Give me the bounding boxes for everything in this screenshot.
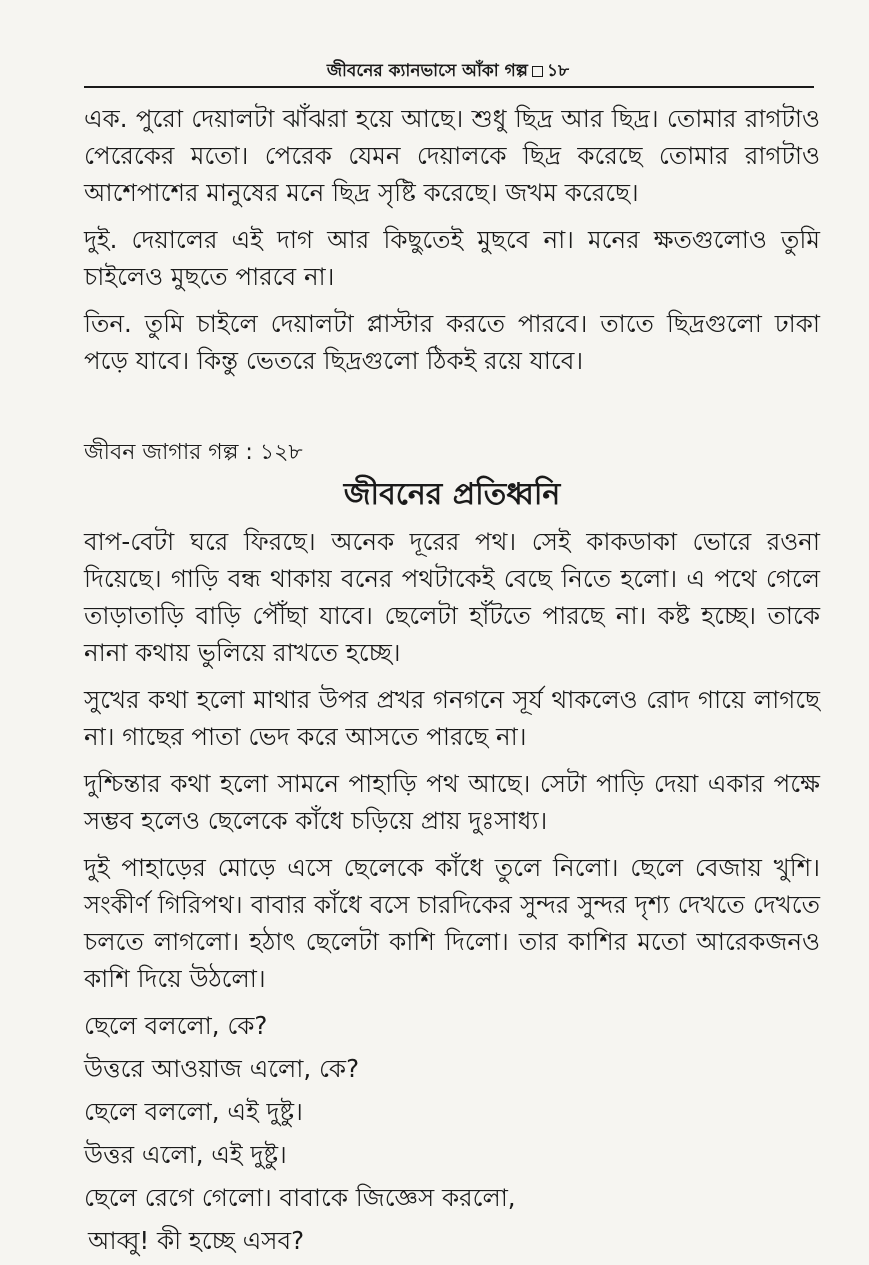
paragraph: এক. পুরো দেয়ালটা ঝাঁঝরা হয়ে আছে। শুধু ছিদ্র আর ছিদ্র। তোমার রাগটাও পেরেকের মতো। পেরেক যেমন দেয়ালকে ছিদ্র করেছে তোমার রাগটাও আশেপাশের মানুষের মনে ছিদ্র সৃষ্টি করেছে। জখম করেছে।: [84, 104, 820, 207]
paragraph: বাপ-বেটা ঘরে ফিরছে। অনেক দূরের পথ। সেই কাকডাকা ভোরে রওনা দিয়েছে। গাড়ি বন্ধ থাকায় বনের পথটাকেই বেছে নিতে হলো। এ পথে গেলে তাড়াতাড়ি বাড়ি পৌঁছা যাবে। ছেলেটা হাঁটতে পারছে না। কষ্ট হচ্ছে। তাকে নানা কথায় ভুলিয়ে রাখতে হচ্ছে।: [84, 527, 820, 667]
header-title: জীবনের ক্যানভাসে আঁকা গল্প: [326, 61, 528, 81]
dialogue-line: উত্তরে আওয়াজ এলো, কে?: [84, 1054, 360, 1083]
header-rule: [84, 86, 814, 88]
paragraph: দুই পাহাড়ের মোড়ে এসে ছেলেকে কাঁধে তুলে নিলো। ছেলে বেজায় খুশি। সংকীর্ণ গিরিপথ। বাবার কাঁধে বসে চারদিকের সুন্দর সুন্দর দৃশ্য দেখতে দেখতে চলতে লাগলো। হঠাৎ ছেলেটা কাশি দিলো। তার কাশির মতো আরেকজনও কাশি দিয়ে উঠলো।: [84, 853, 820, 993]
dialogue-line: উত্তর এলো, এই দুষ্টু।: [84, 1140, 287, 1169]
story-label: জীবন জাগার গল্প : ১২৮: [84, 440, 303, 465]
body-text: [84, 100, 820, 1265]
square-ornament-icon: [532, 66, 543, 77]
dialogue-line: আব্বু! কী হচ্ছে এসব?: [88, 1226, 305, 1255]
paragraph: তিন. তুমি চাইলে দেয়ালটা প্লাস্টার করতে পারবে। তাতে ছিদ্রগুলো ঢাকা পড়ে যাবে। কিন্তু ভেতরে ছিদ্রগুলো ঠিকই রয়ে যাবে।: [84, 309, 820, 375]
page-number: ১৮: [546, 61, 569, 81]
dialogue-line: ছেলে বললো, এই দুষ্টু।: [84, 1097, 303, 1126]
story-title: জীবনের প্রতিধ্বনি: [343, 477, 561, 512]
paragraph: দুই. দেয়ালের এই দাগ আর কিছুতেই মুছবে না। মনের ক্ষতগুলোও তুমি চাইলেও মুছতে পারবে না।: [84, 225, 820, 291]
running-header: [327, 58, 569, 86]
dialogue-line: ছেলে রেগে গেলো। বাবাকে জিজ্ঞেস করলো,: [84, 1183, 516, 1212]
paragraph: দুশ্চিন্তার কথা হলো সামনে পাহাড়ি পথ আছে। সেটা পাড়ি দেয়া একার পক্ষে সম্ভব হলেও ছেলেকে কাঁধে চড়িয়ে প্রায় দুঃসাধ্য।: [84, 769, 820, 835]
dialogue-line: ছেলে বললো, কে?: [84, 1011, 268, 1040]
paragraph: সুখের কথা হলো মাথার উপর প্রখর গনগনে সূর্য থাকলেও রোদ গায়ে লাগছে না। গাছের পাতা ভেদ করে আসতে পারছে না।: [84, 685, 820, 751]
